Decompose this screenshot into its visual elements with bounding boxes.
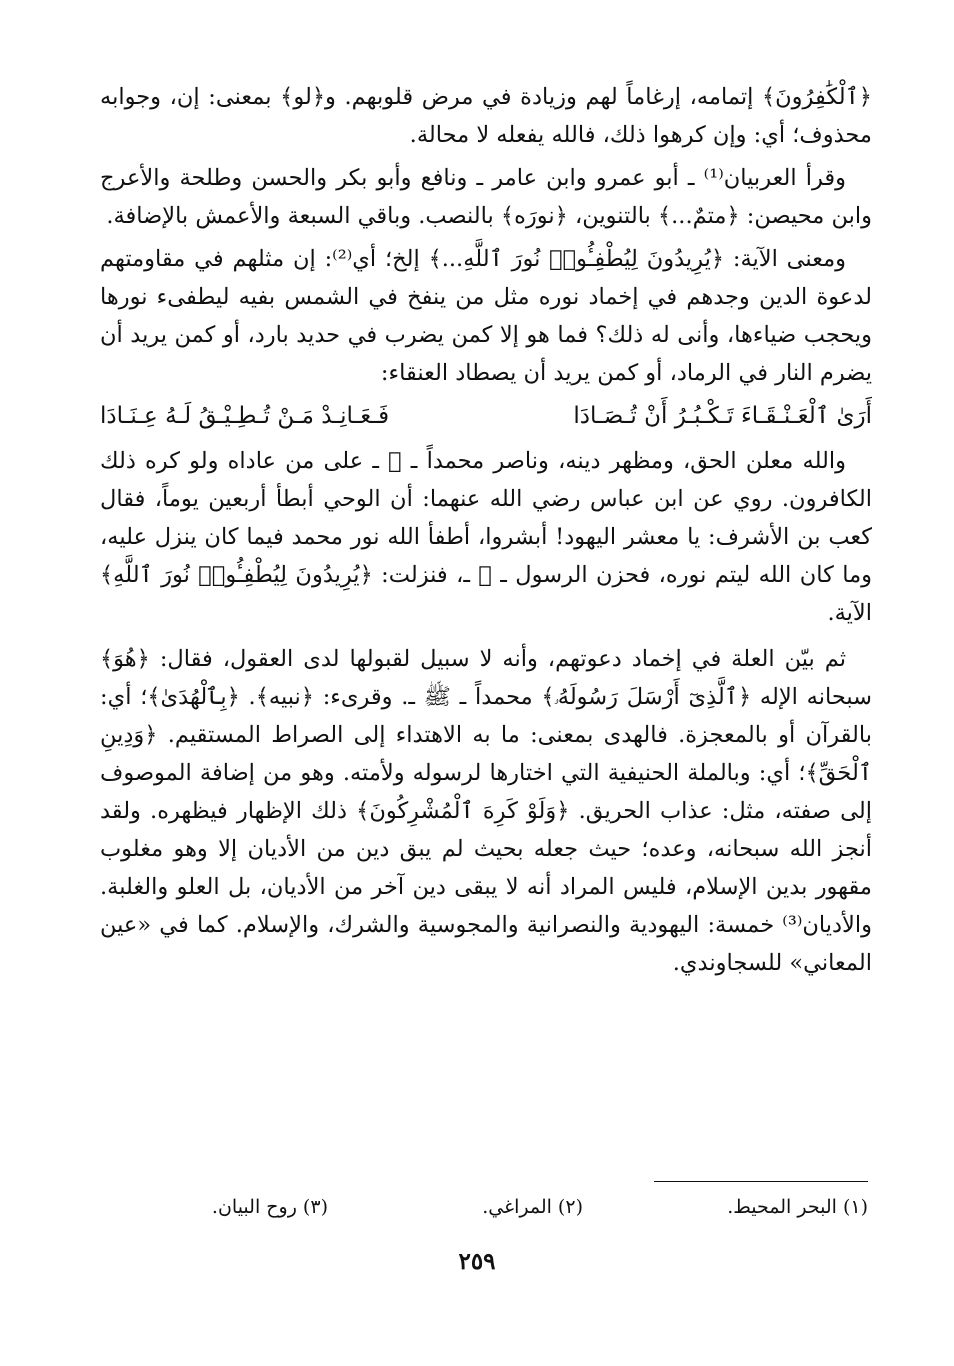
footnote-3: (٣) روح البيان. bbox=[211, 1196, 328, 1218]
paragraph-2: وقرأ العربيان⁽¹⁾ ـ أبو عمرو وابن عامر ـ ونافع وأبو بكر والحسن وطلحة والأعرج وابن محيصن: ﴿متمٌ...﴾ بالتنوين، ﴿نورَه﴾ بالنصب. وباقي السبعة والأعمش بالإضافة. bbox=[100, 165, 872, 229]
footnote-separator bbox=[654, 1181, 868, 1182]
footnote-1: (١) البحر المحيط. bbox=[727, 1196, 868, 1218]
poetry-verse bbox=[100, 396, 872, 436]
poetry-hemistich-2: فَـعَـانِـدْ مَـنْ تُـطِـيْـقُ لَـهُ عِـنَـادَا bbox=[100, 403, 390, 429]
footnotes bbox=[100, 1196, 868, 1226]
footnote-2: (٢) المراغي. bbox=[482, 1196, 583, 1218]
paragraph-5: ثم بيّن العلة في إخماد دعوتهم، وأنه لا سبيل لقبولها لدى العقول، فقال: ﴿هُوَ﴾ سبحانه الإله ﴿ٱلَّذِىٓ أَرْسَلَ رَسُولَهُۥ﴾ محمداً ـ ﷺ ـ. وقرىء: ﴿نبيه﴾. ﴿بِٱلْهُدَىٰ﴾؛ أي: بالقرآن أو بالمعجزة. فالهدى بمعنى: ما به الاهتداء إلى الصراط المستقيم. ﴿وَدِينِ ٱلْحَقِّ﴾؛ أي: وبالملة الحنيفية التي اختارها لرسوله ولأمته. وهو من إضافة الموصوف إلى صفته، مثل: عذاب الحريق. ﴿وَلَوْ كَرِهَ ٱلْمُشْرِكُونَ﴾ ذلك الإظهار فيظهره. ولقد أنجز الله سبحانه، وعده؛ حيث جعله بحيث لم يبق دين من الأديان إلا وهو مغلوب مقهور بدين الإسلام، فليس المراد أنه لا يبقى دين آخر من الأديان، بل العلو والغلبة. والأديان⁽³⁾ خمسة: اليهودية والنصرانية والمجوسية والشرك، والإسلام. كما في «عين المعاني» للسجاوندي. bbox=[100, 646, 872, 976]
page-number: ٢٥٩ bbox=[458, 1248, 496, 1275]
paragraph-1: ﴿ٱلْكَٰفِرُونَ﴾ إتمامه، إرغاماً لهم وزيادة في مرض قلوبهم. و﴿لو﴾ بمعنى: إن، وجوابه محذوف؛ أي: وإن كرهوا ذلك، فالله يفعله لا محالة. bbox=[100, 84, 872, 148]
main-text bbox=[100, 78, 872, 982]
paragraph-3: ومعنى الآية: ﴿يُرِيدُونَ لِيُطْفِـُٔوا۟ نُورَ ٱللَّهِ...﴾ إلخ؛ أي⁽²⁾: إن مثلهم في مقاومتهم لدعوة الدين وجدهم في إخماد نوره مثل من ينفخ في الشمس بفيه ليطفىء نورها ويحجب ضياءها، وأنى له ذلك؟ فما هو إلا كمن يضرب في حديد بارد، أو كمن يريد أن يضرم النار في الرماد، أو كمن يريد أن يصطاد العنقاء: bbox=[100, 246, 872, 386]
paragraph-4: والله معلن الحق، ومظهر دينه، وناصر محمداً ـ ﷺ ـ على من عاداه ولو كره ذلك الكافرون. روي عن ابن عباس رضي الله عنهما: أن الوحي أبطأ أربعين يوماً، فقال كعب بن الأشرف: يا معشر اليهود! أبشروا، أطفأ الله نور محمد فيما كان ينزل عليه، وما كان الله ليتم نوره، فحزن الرسول ـ ﷺ ـ، فنزلت: ﴿يُرِيدُونَ لِيُطْفِـُٔوا۟ نُورَ ٱللَّهِ﴾ الآية. bbox=[100, 448, 872, 626]
poetry-hemistich-1: أَرَىٰ ٱلْعَـنْـقَـاءَ تَـكْـبُـرُ أَنْ تُـصَـادَا bbox=[573, 403, 872, 429]
